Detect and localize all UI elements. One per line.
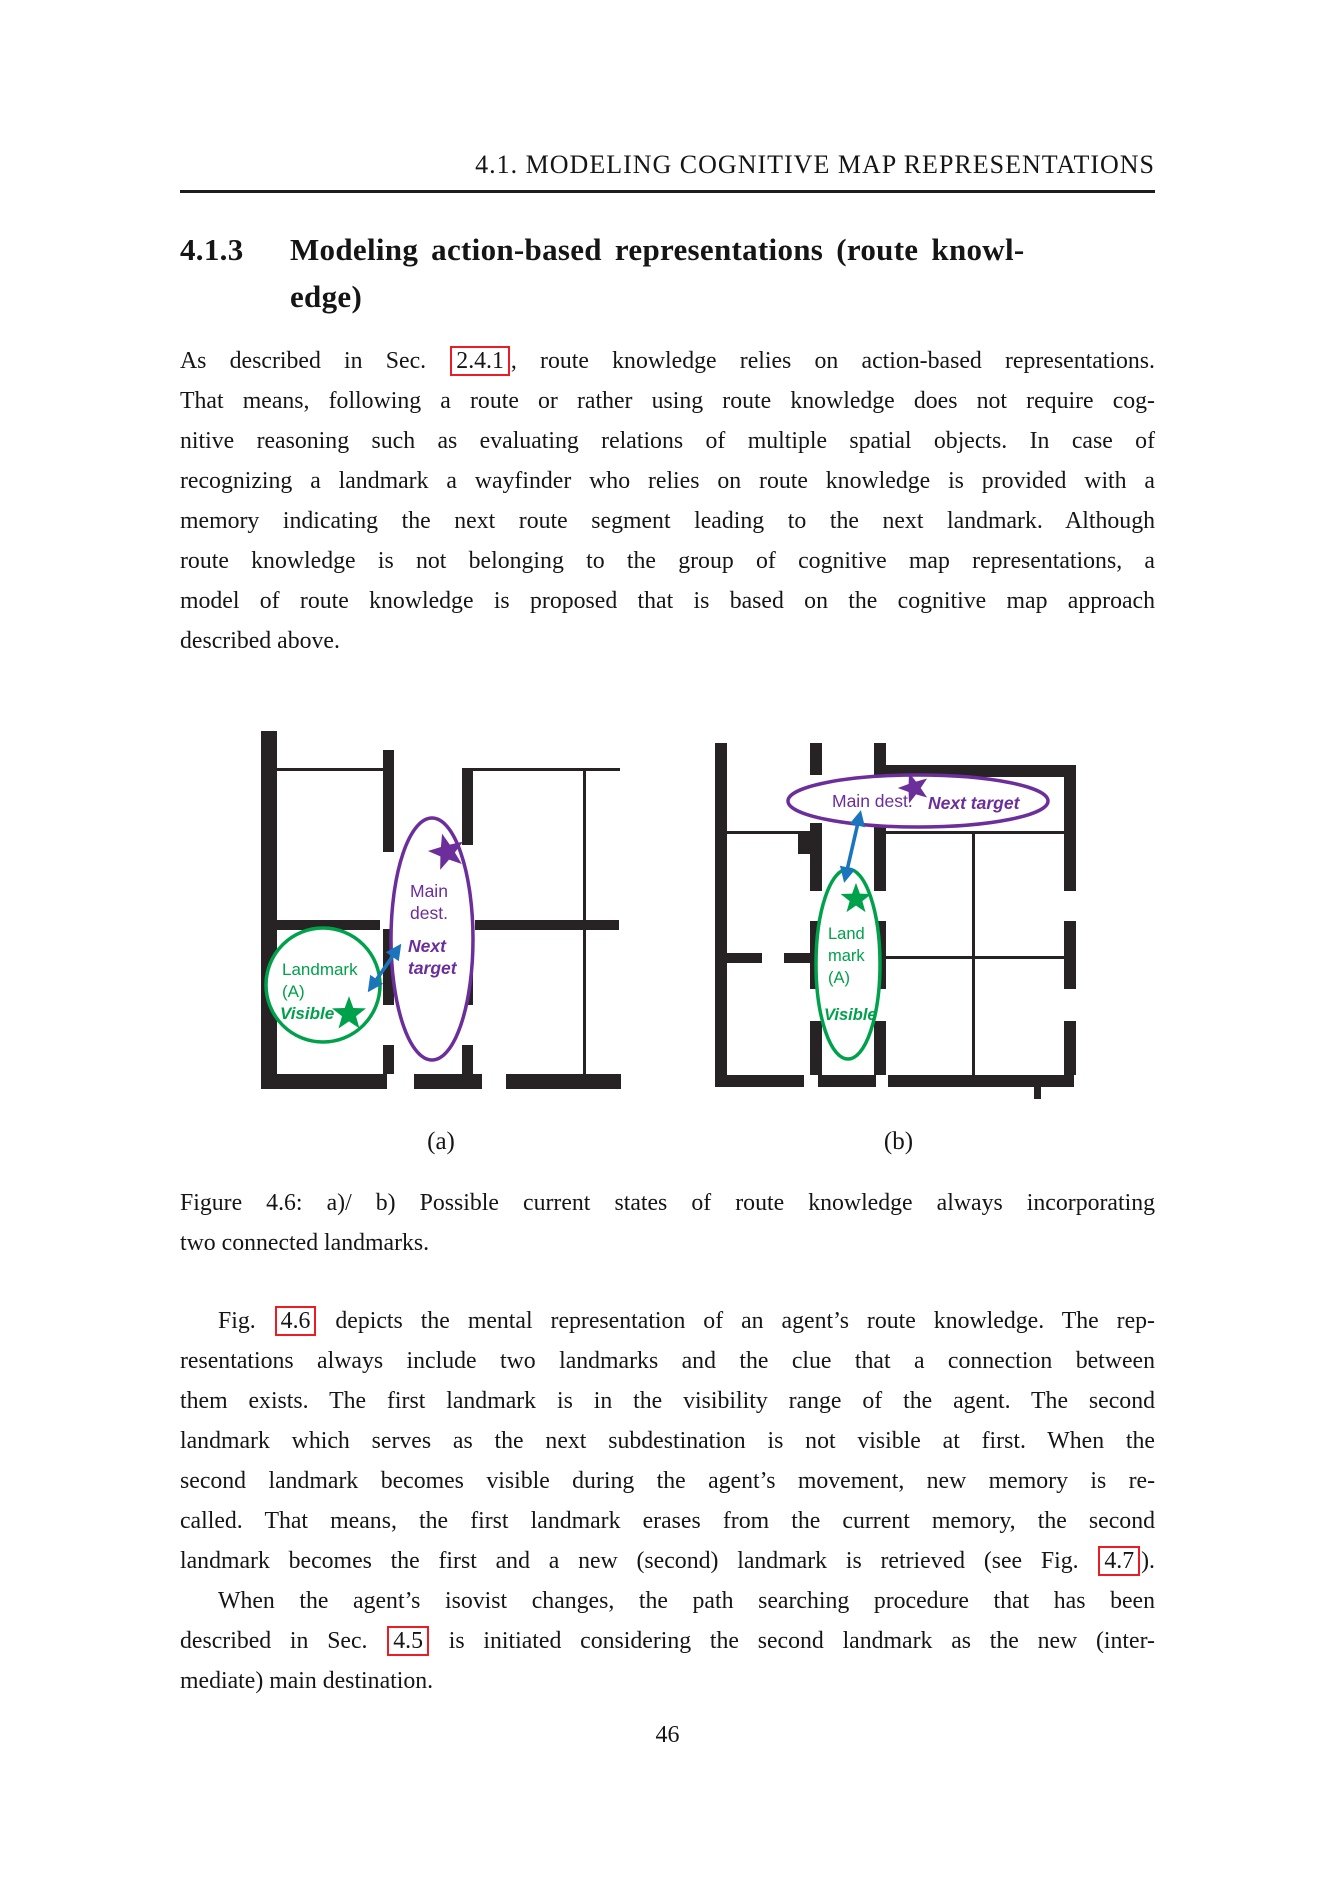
text-line (180, 1341, 1155, 1381)
text-segment: landmark becomes the first and a new (second) landmark is retrieved (see Fig. (180, 1548, 1098, 1574)
main-dest-label-line1: Main (410, 881, 448, 901)
text-segment: landmark which serves as the next subdestination is not visible at first. When the (180, 1428, 1155, 1454)
subcaption-b: (b) (883, 1128, 914, 1155)
text-line (180, 501, 1155, 541)
text-segment: Fig. (218, 1308, 274, 1334)
paragraph-3 (180, 1581, 1155, 1701)
text-segment: route knowledge is not belonging to the group of cognitive map representations, a (180, 548, 1155, 574)
text-segment: described in Sec. (180, 1628, 387, 1654)
cross-reference-link[interactable]: 4.6 (275, 1306, 317, 1336)
text-segment: second landmark becomes visible during the agent’s movement, new memory is re- (180, 1468, 1155, 1494)
header-rule (180, 190, 1155, 193)
text-segment: them exists. The first landmark is in the visibility range of the agent. The second (180, 1388, 1155, 1414)
text-segment: model of route knowledge is proposed that is based on the cognitive map approach (180, 588, 1155, 614)
next-target-label: Next target (928, 793, 1020, 813)
text-line (180, 1223, 1155, 1263)
visible-label: Visible (280, 1004, 335, 1023)
landmark-label-line3: (A) (828, 969, 850, 987)
text-segment: described above. (180, 628, 340, 654)
text-line (180, 1621, 1155, 1661)
text-segment: is initiated considering the second landmark as the new (inter- (430, 1628, 1155, 1654)
text-segment: That means, following a route or rather using route knowledge does not require cog- (180, 388, 1155, 414)
text-line (180, 1421, 1155, 1461)
paragraph-2 (180, 1301, 1155, 1581)
floorplan-b (715, 738, 1082, 1099)
text-segment: depicts the mental representation of an agent’s route knowledge. The rep- (317, 1308, 1155, 1334)
text-line (180, 581, 1155, 621)
text-segment: Figure 4.6: a)/ b) Possible current states of route knowledge always incorporating (180, 1190, 1155, 1216)
text-line (180, 1301, 1155, 1341)
text-segment: memory indicating the next route segment leading to the next landmark. Although (180, 508, 1155, 534)
visible-label: Visible (824, 1006, 877, 1024)
paragraph-1 (180, 341, 1155, 661)
text-line (180, 1581, 1155, 1621)
running-header: 4.1. MODELING COGNITIVE MAP REPRESENTATIONS (475, 150, 1155, 179)
text-segment: resentations always include two landmarks and the clue that a connection between (180, 1348, 1155, 1374)
section-title-line2: edge) (290, 279, 363, 314)
landmark-label-line2: mark (828, 947, 865, 965)
page-number: 46 (655, 1722, 680, 1748)
section-heading (180, 226, 1180, 320)
main-dest-label-line2: dest. (410, 903, 448, 923)
text-segment: two connected landmarks. (180, 1230, 430, 1256)
text-line (180, 1381, 1155, 1421)
text-segment: ). (1141, 1548, 1155, 1574)
cross-reference-link[interactable]: 2.4.1 (450, 346, 510, 376)
subcaption-a: (a) (427, 1128, 455, 1155)
landmark-label-line1: Land (828, 925, 865, 943)
landmark-label-line2: (A) (282, 982, 305, 1001)
text-segment: nitive reasoning such as evaluating relations of multiple spatial objects. In case of (180, 428, 1155, 454)
text-line (180, 1541, 1155, 1581)
text-line (180, 541, 1155, 581)
section-number: 4.1.3 (180, 232, 244, 267)
text-segment: mediate) main destination. (180, 1668, 434, 1694)
cross-reference-link[interactable]: 4.7 (1098, 1546, 1140, 1576)
text-segment: recognizing a landmark a wayfinder who relies on route knowledge is provided with a (180, 468, 1155, 494)
landmark-label-line1: Landmark (282, 960, 358, 979)
floorplan-a (261, 731, 621, 1089)
text-line (180, 421, 1155, 461)
text-line (180, 1501, 1155, 1541)
figure-panel-a (261, 731, 621, 1089)
text-segment: , route knowledge relies on action-based representations. (510, 348, 1155, 374)
text-segment: called. That means, the first landmark erases from the current memory, the second (180, 1508, 1155, 1534)
cross-reference-link[interactable]: 4.5 (387, 1626, 429, 1656)
main-dest-label: Main dest. (832, 791, 913, 811)
next-target-label-line2: target (408, 958, 457, 978)
section-title-line1: Modeling action-based representations (route knowl- (290, 232, 1025, 267)
figure-caption (180, 1183, 1155, 1263)
text-line (180, 341, 1155, 381)
text-line (180, 621, 1155, 661)
text-line (180, 1183, 1155, 1223)
text-line (180, 1661, 1155, 1701)
text-segment: When the agent’s isovist changes, the path searching procedure that has been (218, 1588, 1155, 1614)
text-line (180, 461, 1155, 501)
next-target-label-line1: Next (408, 936, 446, 956)
figure-panel-b (715, 738, 1082, 1099)
text-segment: As described in Sec. (180, 348, 450, 374)
section-title (290, 226, 1025, 320)
text-line (180, 1461, 1155, 1501)
text-line (180, 381, 1155, 421)
